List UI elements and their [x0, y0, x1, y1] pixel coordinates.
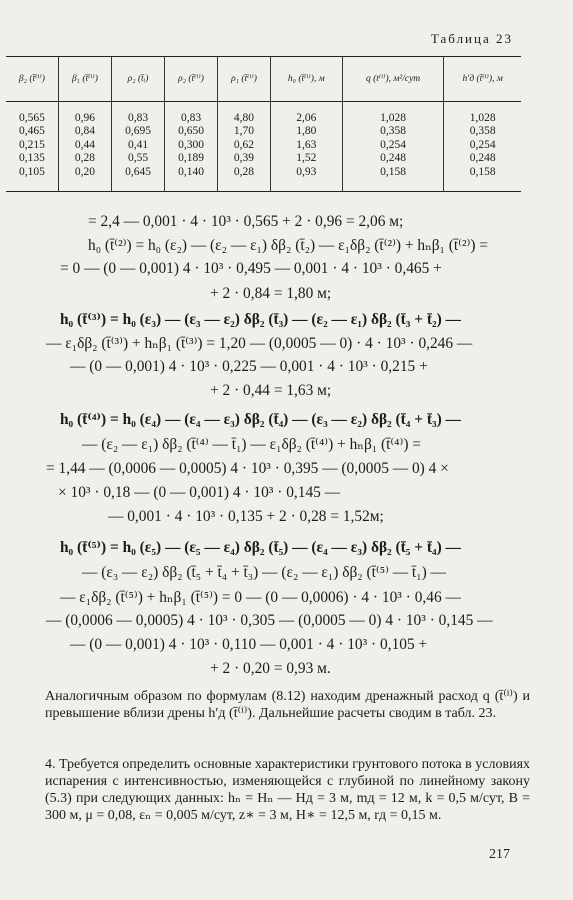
table-cell: 2,06 1,80 1,63 1,52 0,93 — [270, 102, 342, 192]
equation-line: — 0,001 · 4 · 10³ · 0,135 + 2 · 0,28 = 1,52м; — [108, 508, 384, 525]
col-header: β₂ (t̄⁽ⁱ⁾) — [6, 57, 58, 102]
equation-line: + 2 · 0,20 = 0,93 м. — [210, 660, 331, 677]
col-header: β₁ (t̄⁽ⁱ⁾) — [58, 57, 111, 102]
equation-line: + 2 · 0,44 = 1,63 м; — [210, 382, 332, 399]
table-header-row — [6, 57, 521, 102]
col-header: ρ₁ (t̄⁽ⁱ⁾) — [218, 57, 271, 102]
table-row — [6, 102, 521, 192]
table-caption: Таблица 23 — [430, 31, 513, 46]
paragraph: Аналогичным образом по формулам (8.12) находим дренажный расход q (t̄⁽ⁱ⁾) и превышение вблизи дрены h′д (t̄⁽ⁱ⁾). Дальнейшие расчеты сводим в табл. 23. — [45, 689, 530, 721]
paragraph: 4. Требуется определить основные характеристики грунтового потока в условиях испарения с интенсивностью, изменяющейся с глубиной по линейному закону (5.3) при следующих данных: hₙ = Hₙ — Hд = 3 м, mд = 12 м, k = 0,5 м/сут, B = 300 м, μ = 0,08, εₙ = 0,005 м/сут, z∗ = 3 м, H∗ = 12,5 м, rд = 0,15 м. — [45, 757, 531, 823]
equation-line: — (0 — 0,001) 4 · 10³ · 0,225 — 0,001 · 4 · 10³ · 0,215 + — [70, 358, 428, 375]
table-cell: 0,96 0,84 0,44 0,28 0,20 — [58, 102, 111, 192]
col-header: q (t⁽ⁱ⁾), м²/сут — [342, 57, 444, 102]
results-table — [6, 56, 521, 192]
equation-line: × 10³ · 0,18 — (0 — 0,001) 4 · 10³ · 0,145 — — [58, 484, 341, 501]
table-cell: 1,028 0,358 0,254 0,248 0,158 — [444, 102, 521, 192]
equation-line: — ε₁δβ₂ (t̄⁽⁵⁾) + hₙβ₁ (t̄⁽⁵⁾) = 0 — (0 — 0,0006) · 4 · 10³ · 0,46 — — [60, 589, 461, 606]
col-header: ρ₂ (t̄ᵢ) — [112, 57, 165, 102]
equation-line: = 0 — (0 — 0,001) 4 · 10³ · 0,495 — 0,001 · 4 · 10³ · 0,465 + — [60, 260, 442, 277]
equation-line: — (0,0006 — 0,0005) 4 · 10³ · 0,305 — (0,0005 — 0) 4 · 10³ · 0,145 — — [46, 612, 493, 629]
col-header: h′д (t̄⁽ⁱ⁾), м — [444, 57, 521, 102]
equation-line: + 2 · 0,84 = 1,80 м; — [210, 285, 332, 302]
table-cell: 1,028 0,358 0,254 0,248 0,158 — [342, 102, 444, 192]
equation-line: — (ε₃ — ε₂) δβ₂ (t̄₅ + t̄₄ + t̄₃) — (ε₂ — ε₁) δβ₂ (t̄⁽⁵⁾ — t̄₁) — — [82, 564, 446, 581]
equation-line: — (0 — 0,001) 4 · 10³ · 0,110 — 0,001 · 4 · 10³ · 0,105 + — [70, 636, 428, 653]
equation-line: = 1,44 — (0,0006 — 0,0005) 4 · 10³ · 0,395 — (0,0005 — 0) 4 × — [46, 460, 449, 477]
col-header: h₀ (t̄⁽ⁱ⁾), м — [270, 57, 342, 102]
table-cell: 0,565 0,465 0,215 0,135 0,105 — [18, 112, 45, 178]
equation-line: = 2,4 — 0,001 · 4 · 10³ · 0,565 + 2 · 0,96 = 2,06 м; — [88, 213, 404, 230]
equation-line: — ε₁δβ₂ (t̄⁽³⁾) + hₙβ₁ (t̄⁽³⁾) = 1,20 — (0,0005 — 0) · 4 · 10³ · 0,246 — — [46, 335, 473, 352]
equation-line: h₀ (t̄⁽⁴⁾) = h₀ (ε₄) — (ε₄ — ε₃) δβ₂ (t̄₄) — (ε₃ — ε₂) δβ₂ (t̄₄ + t̄₃) — — [60, 411, 461, 428]
table-cell: 0,83 0,650 0,300 0,189 0,140 — [165, 102, 218, 192]
equation-line: h₀ (t̄⁽³⁾) = h₀ (ε₃) — (ε₃ — ε₂) δβ₂ (t̄₃) — (ε₂ — ε₁) δβ₂ (t̄₃ + t̄₂) — — [60, 311, 461, 328]
table-cell: 0,83 0,695 0,41 0,55 0,645 — [112, 102, 165, 192]
equation-line: h₀ (t̄⁽²⁾) = h₀ (ε₂) — (ε₂ — ε₁) δβ₂ (t̄₂) — ε₁δβ₂ (t̄⁽²⁾) + hₙβ₁ (t̄⁽²⁾) = — [88, 237, 488, 254]
equation-line: — (ε₂ — ε₁) δβ₂ (t̄⁽⁴⁾ — t̄₁) — ε₁δβ₂ (t̄⁽⁴⁾) + hₙβ₁ (t̄⁽⁴⁾) = — [82, 436, 421, 453]
equation-line: h₀ (t̄⁽⁵⁾) = h₀ (ε₅) — (ε₅ — ε₄) δβ₂ (t̄₅) — (ε₄ — ε₃) δβ₂ (t̄₅ + t̄₄) — — [60, 539, 461, 556]
col-header: ρ₂ (t̄⁽ⁱ⁾) — [165, 57, 218, 102]
table-cell: 4,80 1,70 0,62 0,39 0,28 — [218, 102, 271, 192]
page-number: 217 — [489, 847, 510, 862]
